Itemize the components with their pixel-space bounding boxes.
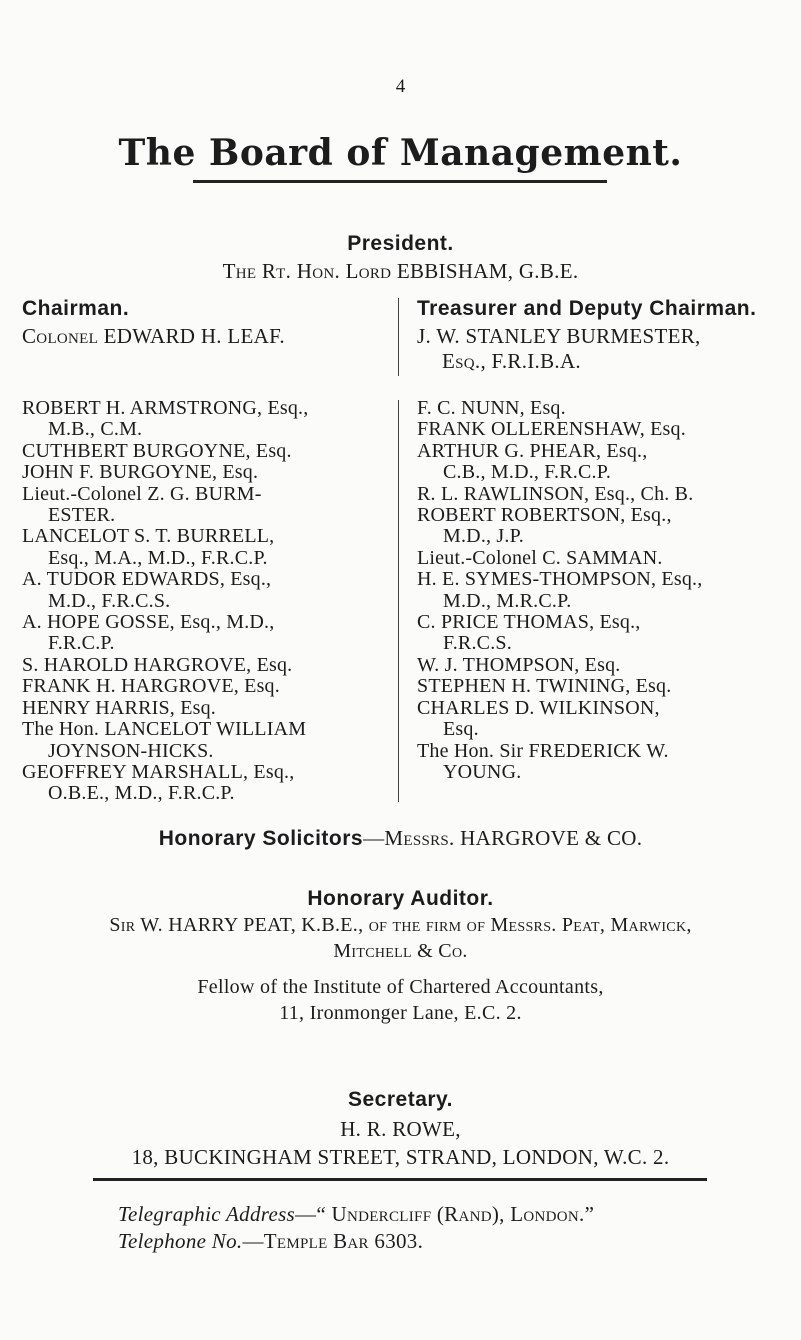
member-line: M.D., M.R.C.P. (443, 589, 572, 612)
chairman-label: Chairman. (22, 297, 130, 320)
member-line: ROBERT ROBERTSON, Esq., (417, 504, 672, 527)
secretary-name: H. R. ROWE, (340, 1117, 461, 1141)
member-line: S. HAROLD HARGROVE, Esq. (22, 653, 293, 676)
auditor-name: Sir W. HARRY PEAT, K.B.E., of the firm of Messrs. Peat, Marwick, (109, 914, 692, 936)
telegraphic-value: —“ Undercliff (Rand), London.” (295, 1202, 595, 1226)
member-line: YOUNG. (443, 760, 522, 783)
column-divider-members (398, 400, 399, 802)
title-underline (193, 180, 607, 183)
member-line: O.B.E., M.D., F.R.C.P. (48, 782, 235, 805)
member-line: F.R.C.P. (48, 632, 115, 655)
member-line: Esq., M.A., M.D., F.R.C.P. (48, 546, 268, 569)
president-name: The Rt. Hon. Lord EBBISHAM, G.B.E. (222, 259, 579, 283)
member-line: ROBERT H. ARMSTRONG, Esq., (22, 397, 309, 419)
member-line: H. E. SYMES-THOMPSON, Esq., (417, 568, 703, 591)
member-line: LANCELOT S. T. BURRELL, (22, 525, 275, 548)
member-line: R. L. RAWLINSON, Esq., Ch. B. (417, 482, 694, 505)
member-line: Lieut.-Colonel C. SAMMAN. (417, 546, 663, 569)
member-line: HENRY HARRIS, Esq. (22, 696, 216, 719)
secretary-address: 18, BUCKINGHAM STREET, STRAND, LONDON, W.C. 2. (131, 1145, 670, 1169)
member-line: JOYNSON-HICKS. (48, 739, 214, 762)
member-line: M.B., C.M. (48, 418, 143, 441)
member-line: F. C. NUNN, Esq. (417, 397, 566, 419)
member-line: ARTHUR G. PHEAR, Esq., (417, 439, 648, 462)
member-line: Esq. (443, 718, 479, 741)
member-line: C.B., M.D., F.R.C.P. (443, 461, 612, 484)
member-line: CUTHBERT BURGOYNE, Esq. (22, 439, 292, 462)
telephone-value: —Temple Bar 6303. (242, 1229, 424, 1253)
treasurer-qualifications: Esq., F.R.I.B.A. (442, 349, 581, 373)
treasurer-name: J. W. STANLEY BURMESTER, (417, 324, 701, 348)
page-title: The Board of Management. (118, 132, 683, 174)
member-line: A. TUDOR EDWARDS, Esq., (22, 568, 272, 591)
chairman-name: Colonel EDWARD H. LEAF. (22, 324, 285, 348)
auditor-label: Honorary Auditor. (307, 887, 494, 910)
member-line: STEPHEN H. TWINING, Esq. (417, 675, 672, 698)
solicitors-name: —Messrs. HARGROVE & CO. (363, 826, 643, 850)
president-label: President. (347, 232, 454, 255)
member-line: FRANK OLLERENSHAW, Esq. (417, 418, 686, 441)
member-line: W. J. THOMPSON, Esq. (417, 653, 621, 676)
members-right-column (417, 398, 797, 783)
member-line: Lieut.-Colonel Z. G. BURM- (22, 482, 262, 505)
member-line: GEOFFREY MARSHALL, Esq., (22, 760, 295, 783)
auditor-address: 11, Ironmonger Lane, E.C. 2. (279, 1002, 522, 1024)
column-divider-top (398, 298, 399, 376)
member-line: CHARLES D. WILKINSON, (417, 696, 660, 719)
footer-divider (93, 1178, 707, 1181)
member-line: C. PRICE THOMAS, Esq., (417, 611, 641, 634)
members-left-column (22, 398, 394, 805)
member-line: FRANK H. HARGROVE, Esq. (22, 675, 280, 698)
member-line: The Hon. Sir FREDERICK W. (417, 739, 669, 762)
member-line: F.R.C.S. (443, 632, 512, 655)
member-line: A. HOPE GOSSE, Esq., M.D., (22, 611, 275, 634)
member-line: M.D., J.P. (443, 525, 524, 548)
treasurer-label: Treasurer and Deputy Chairman. (417, 297, 757, 320)
member-line: The Hon. LANCELOT WILLIAM (22, 718, 307, 741)
telegraphic-address (118, 1202, 594, 1227)
secretary-label: Secretary. (347, 1088, 454, 1111)
telegraphic-label: Telegraphic Address (118, 1202, 296, 1226)
auditor-fellowship: Fellow of the Institute of Chartered Accountants, (197, 976, 604, 998)
member-line: M.D., F.R.C.S. (48, 589, 171, 612)
solicitors-label: Honorary Solicitors (158, 827, 364, 850)
honorary-solicitors (0, 826, 801, 851)
telephone-label: Telephone No. (118, 1229, 243, 1253)
member-line: JOHN F. BURGOYNE, Esq. (22, 461, 259, 484)
page-number: 4 (395, 76, 406, 97)
auditor-firm: Mitchell & Co. (333, 940, 468, 962)
telephone-number (118, 1229, 423, 1254)
member-line: ESTER. (48, 504, 116, 527)
